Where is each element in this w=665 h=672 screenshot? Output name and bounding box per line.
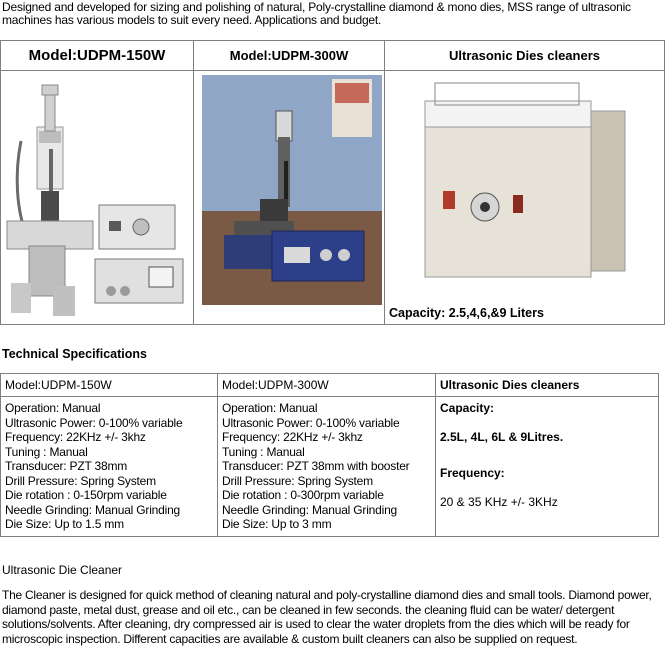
spec-line: Die Size: Up to 3 mm xyxy=(222,517,332,531)
udpm-150w-photo-cell xyxy=(1,71,194,325)
spec-line: Die Size: Up to 1.5 mm xyxy=(5,517,124,531)
spec-line: Frequency: 22KHz +/- 3khz xyxy=(222,430,363,444)
cleaner-photo-cell xyxy=(385,71,665,325)
spec-header-150w: Model:UDPM-150W xyxy=(1,374,218,397)
frequency-value: 20 & 35 KHz +/- 3KHz xyxy=(440,495,558,509)
technical-specifications-heading: Technical Specifications xyxy=(2,347,147,361)
intro-text: Designed and developed for sizing and polishing of natural, Poly-crystalline diamond & mono dies, MSS range of ultrasonic machines has various models to suit every need. Applications and budget. xyxy=(2,0,631,27)
udpm-300w-machine-image xyxy=(194,71,384,321)
spec-col-cleaner xyxy=(436,397,659,537)
spec-line: Die rotation : 0-300rpm variable xyxy=(222,488,384,502)
models-table xyxy=(0,40,665,325)
frequency-label: Frequency: xyxy=(440,466,505,480)
cleaner-heading: Ultrasonic Dies cleaners xyxy=(385,41,665,71)
spec-col-150w xyxy=(1,397,218,537)
capacity-caption: Capacity: 2.5,4,6,&9 Liters xyxy=(389,306,544,320)
ultrasonic-cleaner-image xyxy=(385,71,663,291)
spec-line: Ultrasonic Power: 0-100% variable xyxy=(222,415,400,430)
spec-header-300w: Model:UDPM-300W xyxy=(218,374,436,397)
cleaner-section-title: Ultrasonic Die Cleaner xyxy=(2,563,123,577)
spec-line: Tuning : Manual xyxy=(5,444,88,459)
udpm-300w-photo-cell xyxy=(194,71,385,325)
spec-line: Transducer: PZT 38mm xyxy=(5,459,128,473)
spec-line: Tuning : Manual xyxy=(222,444,305,459)
spec-line: Operation: Manual xyxy=(222,401,318,415)
spec-line: Drill Pressure: Spring System xyxy=(5,473,156,488)
model-150w-heading: Model:UDPM-150W xyxy=(1,41,194,71)
spec-line: Frequency: 22KHz +/- 3khz xyxy=(5,430,146,444)
capacity-label: Capacity: xyxy=(440,401,495,415)
model-300w-heading: Model:UDPM-300W xyxy=(194,41,385,71)
spec-line: Drill Pressure: Spring System xyxy=(222,473,373,488)
spec-header-cleaner: Ultrasonic Dies cleaners xyxy=(436,374,659,397)
spec-line: Ultrasonic Power: 0-100% variable xyxy=(5,415,183,430)
specs-table xyxy=(0,373,659,537)
cleaner-description: The Cleaner is designed for quick method of cleaning natural and poly-crystalline diamond dies and small tools. Diamond power, diamond paste, metal dust, grease and oil etc., can be cleaned in few seconds. the cleaning fluid can be water/ detergent solutions/solvents. After cleaning, dry compressed air is used to clear the water droplets from the dies which will be ready for microscopic inspection. Different capacities are available & custom built cleaners can also be supplied on request. xyxy=(2,588,652,646)
udpm-150w-machine-image xyxy=(1,71,191,321)
spec-line: Needle Grinding: Manual Grinding xyxy=(222,502,398,517)
spec-line: Transducer: PZT 38mm with booster xyxy=(222,459,410,473)
spec-col-300w xyxy=(218,397,436,537)
spec-line: Die rotation : 0-150rpm variable xyxy=(5,488,167,502)
spec-line: Needle Grinding: Manual Grinding xyxy=(5,502,181,517)
spec-line: Operation: Manual xyxy=(5,401,101,415)
capacity-value: 2.5L, 4L, 6L & 9Litres. xyxy=(440,430,564,444)
